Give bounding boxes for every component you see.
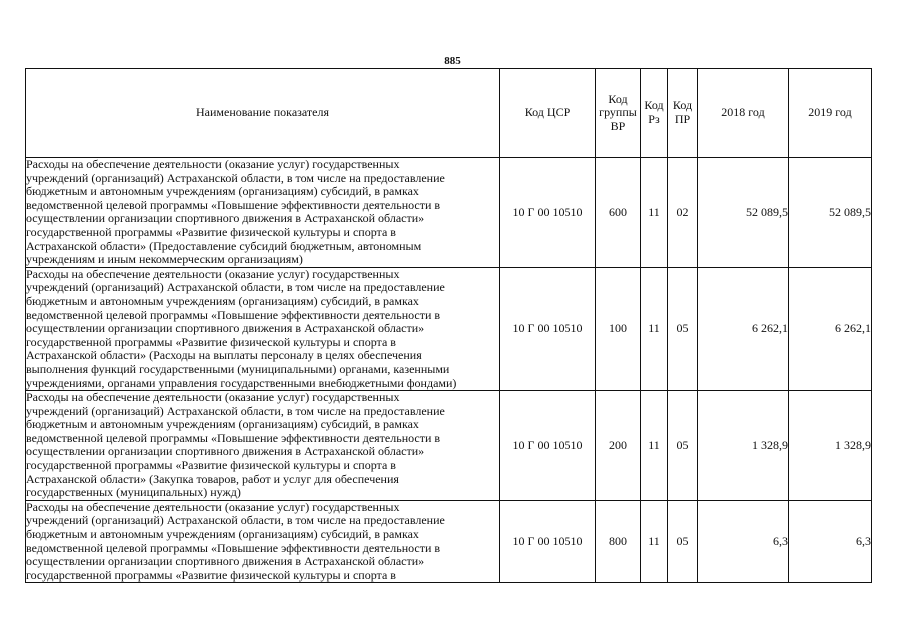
header-vr-line: группы: [599, 105, 637, 120]
row-pr-cell: 05: [668, 391, 698, 501]
row-name-line: Расходы на обеспечение деятельности (оказание услуг) государственных: [26, 267, 400, 281]
header-name: Наименование показателя: [26, 69, 500, 158]
row-name-line: Расходы на обеспечение деятельности (оказание услуг) государственных: [26, 157, 400, 171]
row-2019-cell: 6 262,1: [789, 267, 872, 390]
row-name-line: Расходы на обеспечение деятельности (оказание услуг) государственных: [26, 390, 400, 405]
row-name-line: ведомственной целевой программы «Повышение эффективности деятельности в: [26, 307, 441, 322]
row-2019-cell: 1 328,9: [789, 391, 872, 501]
row-csr-cell: 10 Г 00 10510: [500, 267, 596, 390]
row-csr-cell: 10 Г 00 10510: [500, 158, 596, 268]
row-rz-cell: 11: [641, 158, 668, 268]
row-name-line: государственной программы «Развитие физической культуры и спорта в: [26, 224, 396, 239]
header-vr: [596, 69, 641, 158]
row-name-line: ведомственной целевой программы «Повышение эффективности деятельности в: [26, 197, 441, 212]
row-2019-cell: 52 089,5: [789, 158, 872, 268]
header-vr-line: ВР: [610, 118, 626, 133]
table-row: [26, 267, 872, 390]
row-name-line: учреждениями, органами управления государственными внебюджетными фондами): [26, 375, 457, 390]
row-name-line: учреждениям и иным некоммерческим организациям): [26, 252, 303, 267]
row-name-line: осуществлении организации спортивного движения в Астраханской области»: [26, 554, 425, 569]
header-2018: 2018 год: [698, 69, 789, 158]
table-header-row: [26, 69, 872, 158]
row-name-line: осуществлении организации спортивного движения в Астраханской области»: [26, 211, 425, 226]
row-vr-cell: 100: [596, 267, 641, 390]
row-vr-cell: 200: [596, 391, 641, 501]
row-name-line: учреждений (организаций) Астраханской области, в том числе на предоставление: [26, 170, 445, 185]
row-name-line: бюджетным и автономным учреждениям (организациям) субсидий, в рамках: [26, 527, 419, 542]
row-rz-cell: 11: [641, 267, 668, 390]
row-pr-cell: 05: [668, 500, 698, 583]
row-name-line: бюджетным и автономным учреждениям (организациям) субсидий, в рамках: [26, 293, 419, 308]
row-name-cell: [26, 158, 500, 268]
row-name-line: государственной программы «Развитие физической культуры и спорта в: [26, 458, 396, 473]
row-pr-cell: 05: [668, 267, 698, 390]
row-name-cell: [26, 391, 500, 501]
row-csr-cell: 10 Г 00 10510: [500, 391, 596, 501]
row-name-line: учреждений (организаций) Астраханской области, в том числе на предоставление: [26, 513, 445, 528]
header-rz-line: Код: [644, 98, 664, 113]
row-2018-cell: 52 089,5: [698, 158, 789, 268]
row-2018-cell: 1 328,9: [698, 391, 789, 501]
row-name-cell: [26, 500, 500, 583]
row-name-line: Астраханской области» (Расходы на выплаты персоналу в целях обеспечения: [26, 348, 422, 363]
row-name-line: учреждений (организаций) Астраханской области, в том числе на предоставление: [26, 403, 445, 418]
row-name-line: государственной программы «Развитие физической культуры и спорта в: [26, 567, 396, 582]
row-name-cell: [26, 267, 500, 390]
row-name-line: Расходы на обеспечение деятельности (оказание услуг) государственных: [26, 500, 400, 514]
header-pr: [668, 69, 698, 158]
header-2019: 2019 год: [789, 69, 872, 158]
row-name-line: осуществлении организации спортивного движения в Астраханской области»: [26, 444, 425, 459]
row-name-line: бюджетным и автономным учреждениям (организациям) субсидий, в рамках: [26, 184, 419, 199]
table-row: [26, 500, 872, 583]
header-vr-line: Код: [608, 91, 628, 106]
row-vr-cell: 800: [596, 500, 641, 583]
row-name-line: осуществлении организации спортивного движения в Астраханской области»: [26, 321, 425, 336]
budget-table: [25, 68, 872, 583]
header-rz: [641, 69, 668, 158]
header-pr-line: Код: [672, 98, 693, 113]
row-pr-cell: 02: [668, 158, 698, 268]
row-vr-cell: 600: [596, 158, 641, 268]
row-name-line: ведомственной целевой программы «Повышение эффективности деятельности в: [26, 540, 441, 555]
row-name-line: Астраханской области» (Закупка товаров, работ и услуг для обеспечения: [26, 471, 399, 486]
row-name-line: Астраханской области» (Предоставление субсидий бюджетным, автономным: [26, 238, 422, 253]
row-name-line: бюджетным и автономным учреждениям (организациям) субсидий, в рамках: [26, 417, 419, 432]
row-rz-cell: 11: [641, 500, 668, 583]
header-rz-line: Рз: [648, 112, 660, 126]
row-2018-cell: 6 262,1: [698, 267, 789, 390]
row-csr-cell: 10 Г 00 10510: [500, 500, 596, 583]
row-2019-cell: 6,3: [789, 500, 872, 583]
header-pr-line: ПР: [674, 112, 691, 126]
row-2018-cell: 6,3: [698, 500, 789, 583]
row-name-line: выполнения функций государственными (муниципальными) органами, казенными: [26, 361, 450, 376]
page-number: 885: [444, 55, 461, 67]
row-name-line: ведомственной целевой программы «Повышение эффективности деятельности в: [26, 430, 441, 445]
table-row: [26, 391, 872, 501]
row-name-line: государственных (муниципальных) нужд): [26, 485, 241, 500]
row-rz-cell: 11: [641, 391, 668, 501]
row-name-line: учреждений (организаций) Астраханской области, в том числе на предоставление: [26, 280, 445, 295]
table-row: [26, 158, 872, 268]
header-csr: Код ЦСР: [500, 69, 596, 158]
row-name-line: государственной программы «Развитие физической культуры и спорта в: [26, 334, 396, 349]
